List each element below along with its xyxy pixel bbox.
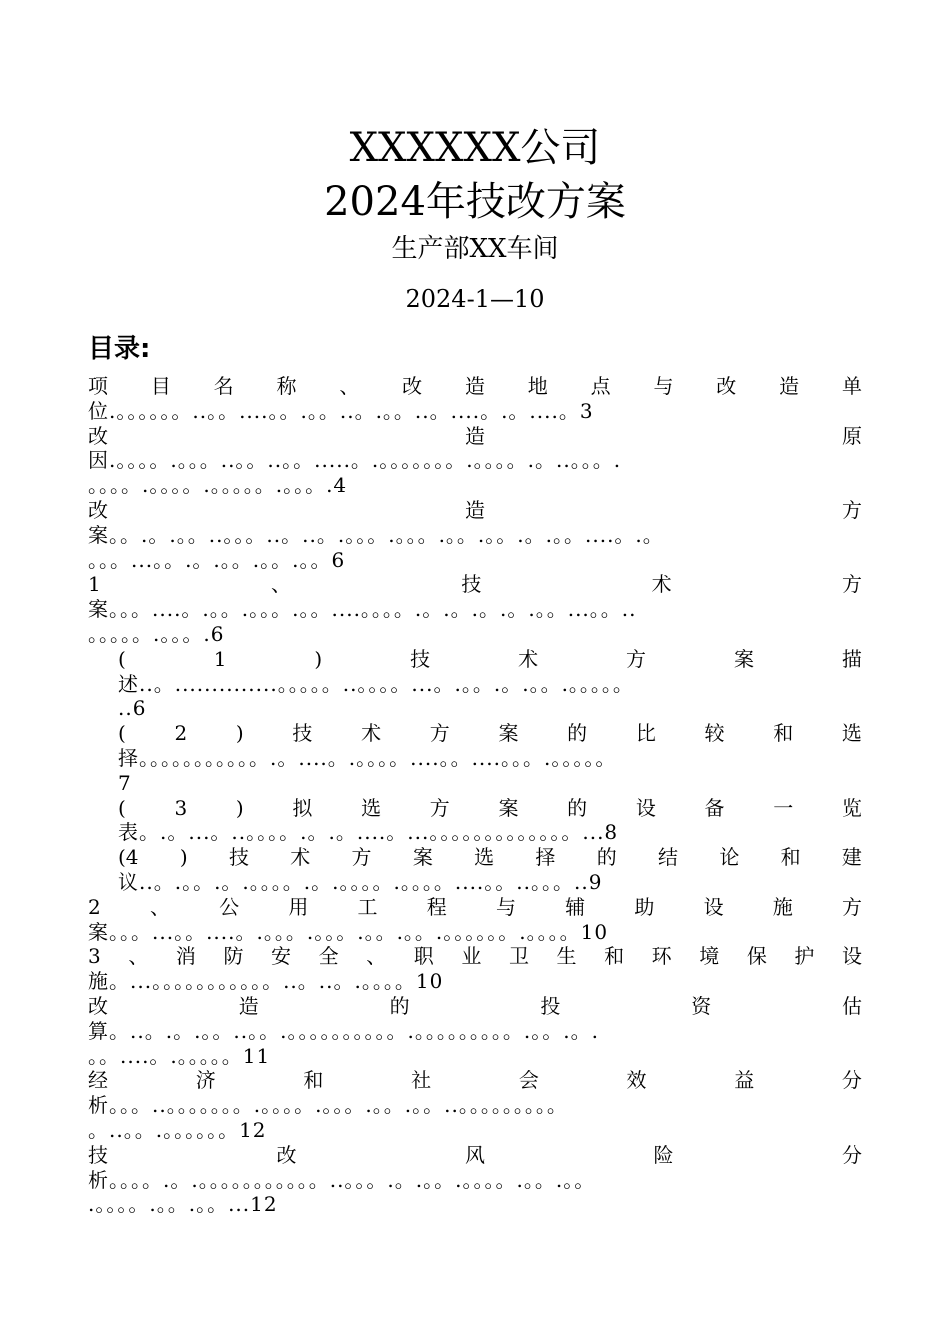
toc-entry-leader: .。。。。.。。.。。...12 [88,1192,278,1217]
toc-entry-leader: 析。。。..。。。。。。。.。。。。.。。。.。。.。。..。。。。。。。。。 [88,1093,568,1118]
toc-entry-title: (4 ) 技 术 方 案 选 择 的 结 论 和 建 [118,845,862,870]
toc-entry-title: 2 、 公 用 工 程 与 辅 助 设 施 方 [88,894,862,919]
company-title: XXXXXX公司 [349,125,601,171]
toc-entry-leader: 。。。。。.。。。.6 [88,622,225,646]
toc-entry-leader: ..6 [118,696,147,721]
toc-entry-leader: 算。..。.。.。。..。。.。。。。。。。。。。.。。。。。。。。。.。。.。. [88,1018,599,1043]
toc-entry-leader: 议..。.。。.。.。。。。.。.。。。。.。。。。....。。..。。。..9 [118,870,603,894]
toc-entry-leader: 施。...。。。。。。。。。。。..。..。.。。。。10 [88,969,444,994]
toc-entry-leader: 7 [118,770,132,795]
toc-entry-leader: 表。.。...。..。。。。.。.。....。...。。。。。。。。。。。。。...8 [118,820,619,845]
toc-entry-leader: 析。。。。.。.。。。。。。。。。。。..。。。.。.。。.。。。。.。。.。。 [88,1167,596,1192]
toc-entry-title: 改 造 原 [88,423,862,448]
toc-entry-leader: 。。。。.。。。。.。。。。。.。。。.4 [88,473,348,498]
toc-entry-title: 改 造 方 [88,498,862,522]
document-date: 2024-1—10 [405,285,545,313]
toc-entry-title: 3 、 消 防 安 全 、 职 业 卫 生 和 环 境 保 护 设 [88,944,862,969]
toc-entry-title: ( 3 ) 拟 选 方 案 的 设 备 一 览 [118,795,862,820]
toc-entry-title: ( 1 ) 技 术 方 案 描 [118,646,862,671]
toc-entry-title: 项 目 名 称 、 改 造 地 点 与 改 造 单 [88,374,862,398]
toc-entry-leader: 案。。。...。。....。.。。。.。。。.。。.。。.。。。。。。.。。。。10 [88,919,609,944]
department-subtitle: 生产部XX车间 [391,234,559,264]
toc-entry-leader: 择。。。。。。。。。。。.。....。.。。。。....。。....。。。.。。。。。 [118,746,617,770]
toc-entry-title: 技 改 风 险 分 [88,1142,862,1167]
toc-entry-leader: 述..。..............。。。。。..。。。。...。.。。.。.。。.。。。。。 [118,671,634,696]
toc-entry-leader: 。。....。.。。。。。11 [88,1043,271,1068]
toc-entry-leader: 。..。。.。。。。。。12 [88,1118,267,1142]
toc-entry-title: 1 、 技 术 方 [88,572,862,597]
toc-entry-leader: 因.。。。。.。。。..。。..。。.....。.。。。。。。。.。。。。.。..。。。. [88,448,622,473]
toc-entry-leader: 。。。...。。.。.。。.。。.。。6 [88,547,346,572]
toc-entry-title: 经 济 和 社 会 效 益 分 [88,1068,862,1093]
toc-entry-leader: 案。。。....。.。。.。。。.。。....。。。。.。.。.。.。.。。...。。.. [88,597,637,622]
toc-entry-title: 改 造 的 投 资 估 [88,994,862,1018]
toc-entry-leader: 案。。.。.。。..。。。..。..。.。。。.。。。.。。.。。.。.。。....。.。 [88,522,664,547]
toc-heading: 目录: [88,334,151,364]
toc-entry-title: ( 2 ) 技 术 方 案 的 比 较 和 选 [118,721,862,746]
toc-entry-leader: 位.。。。。。。..。。....。。.。。..。.。。..。....。.。....。3 [88,398,594,423]
plan-title: 2024年技改方案 [324,179,626,225]
